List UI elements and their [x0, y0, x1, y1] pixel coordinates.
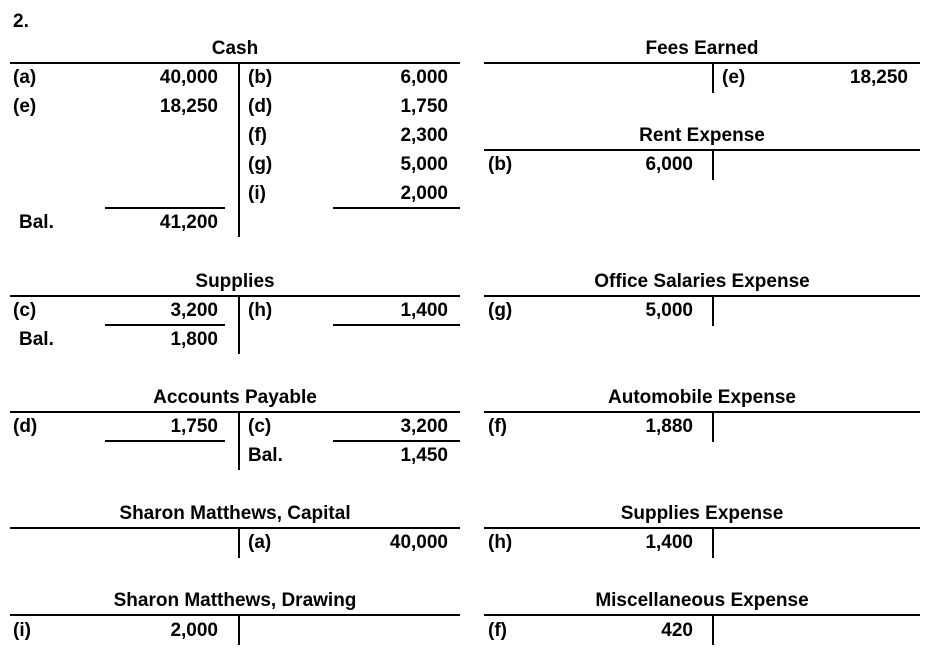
t-account-divider	[238, 63, 240, 237]
entry-amount: 18,250	[159, 96, 218, 117]
entry-label: (e)	[13, 96, 37, 117]
account-title: Supplies	[195, 271, 275, 292]
account-title: Sharon Matthews, Drawing	[113, 590, 357, 611]
t-account-divider	[712, 412, 714, 442]
entry-label: (a)	[13, 67, 37, 88]
total-rule-debit	[105, 440, 225, 442]
entry-amount: 420	[661, 620, 693, 641]
account-title: Office Salaries Expense	[594, 271, 810, 292]
t-account-top-rule	[484, 614, 920, 616]
entry-label: (g)	[248, 154, 273, 175]
entry-label: (i)	[13, 620, 31, 641]
t-account-top-rule	[484, 411, 920, 413]
problem-number: 2.	[13, 11, 29, 32]
entry-label: (i)	[248, 183, 266, 204]
entry-amount: 1,750	[400, 96, 448, 117]
balance-label: Bal.	[19, 212, 54, 233]
t-account-divider	[712, 528, 714, 558]
t-account-top-rule	[10, 62, 460, 64]
entry-amount: 5,000	[645, 300, 693, 321]
entry-amount: 3,200	[170, 300, 218, 321]
t-account-top-rule	[484, 62, 920, 64]
account-title: Miscellaneous Expense	[595, 590, 809, 611]
entry-amount: 1,400	[645, 532, 693, 553]
entry-amount: 6,000	[400, 67, 448, 88]
entry-amount: 2,000	[170, 620, 218, 641]
entry-label: (b)	[248, 67, 273, 88]
account-title: Automobile Expense	[608, 387, 796, 408]
entry-amount: 5,000	[400, 154, 448, 175]
balance-amount: 41,200	[159, 212, 218, 233]
entry-label: (d)	[13, 416, 38, 437]
t-account-divider	[712, 296, 714, 326]
entry-amount: 2,300	[400, 125, 448, 146]
entry-label: (c)	[13, 300, 37, 321]
entry-label: (b)	[488, 154, 513, 175]
total-rule-debit	[105, 207, 225, 209]
t-account-divider	[238, 528, 240, 558]
balance-amount: 1,800	[170, 329, 218, 350]
t-account-top-rule	[10, 614, 460, 616]
t-account-top-rule	[484, 527, 920, 529]
t-account-divider	[238, 615, 240, 645]
account-title: Rent Expense	[639, 125, 765, 146]
balance-label: Bal.	[19, 329, 54, 350]
entry-label: (h)	[248, 300, 273, 321]
t-account-top-rule	[10, 411, 460, 413]
account-title: Sharon Matthews, Capital	[119, 503, 351, 524]
entry-label: (d)	[248, 96, 273, 117]
entry-amount: 1,400	[400, 300, 448, 321]
entry-amount: 40,000	[159, 67, 218, 88]
entry-label: (g)	[488, 300, 513, 321]
t-account-divider	[712, 615, 714, 645]
t-account-divider	[712, 63, 714, 93]
entry-amount: 3,200	[400, 416, 448, 437]
entry-amount: 1,750	[170, 416, 218, 437]
entry-amount: 1,880	[645, 416, 693, 437]
entry-amount: 2,000	[400, 183, 448, 204]
entry-label: (f)	[488, 416, 507, 437]
balance-amount: 1,450	[400, 445, 448, 466]
account-title: Cash	[211, 38, 259, 59]
entry-amount: 18,250	[849, 67, 908, 88]
t-account-divider	[712, 150, 714, 180]
account-title: Fees Earned	[645, 38, 759, 59]
entry-amount: 40,000	[389, 532, 448, 553]
entry-label: (c)	[248, 416, 272, 437]
total-rule-credit	[333, 207, 460, 209]
t-account-divider	[238, 296, 240, 354]
entry-label: (f)	[488, 620, 507, 641]
total-rule-debit	[105, 324, 225, 326]
entry-label: (h)	[488, 532, 513, 553]
balance-label: Bal.	[248, 445, 283, 466]
entry-label: (e)	[722, 67, 746, 88]
t-account-top-rule	[484, 295, 920, 297]
t-account-top-rule	[484, 149, 920, 151]
entry-label: (a)	[248, 532, 272, 553]
entry-amount: 6,000	[645, 154, 693, 175]
entry-label: (f)	[248, 125, 267, 146]
total-rule-credit	[333, 324, 460, 326]
account-title: Supplies Expense	[620, 503, 784, 524]
t-account-top-rule	[10, 527, 460, 529]
total-rule-credit	[333, 440, 460, 442]
t-account-top-rule	[10, 295, 460, 297]
t-account-divider	[238, 412, 240, 470]
account-title: Accounts Payable	[153, 387, 317, 408]
